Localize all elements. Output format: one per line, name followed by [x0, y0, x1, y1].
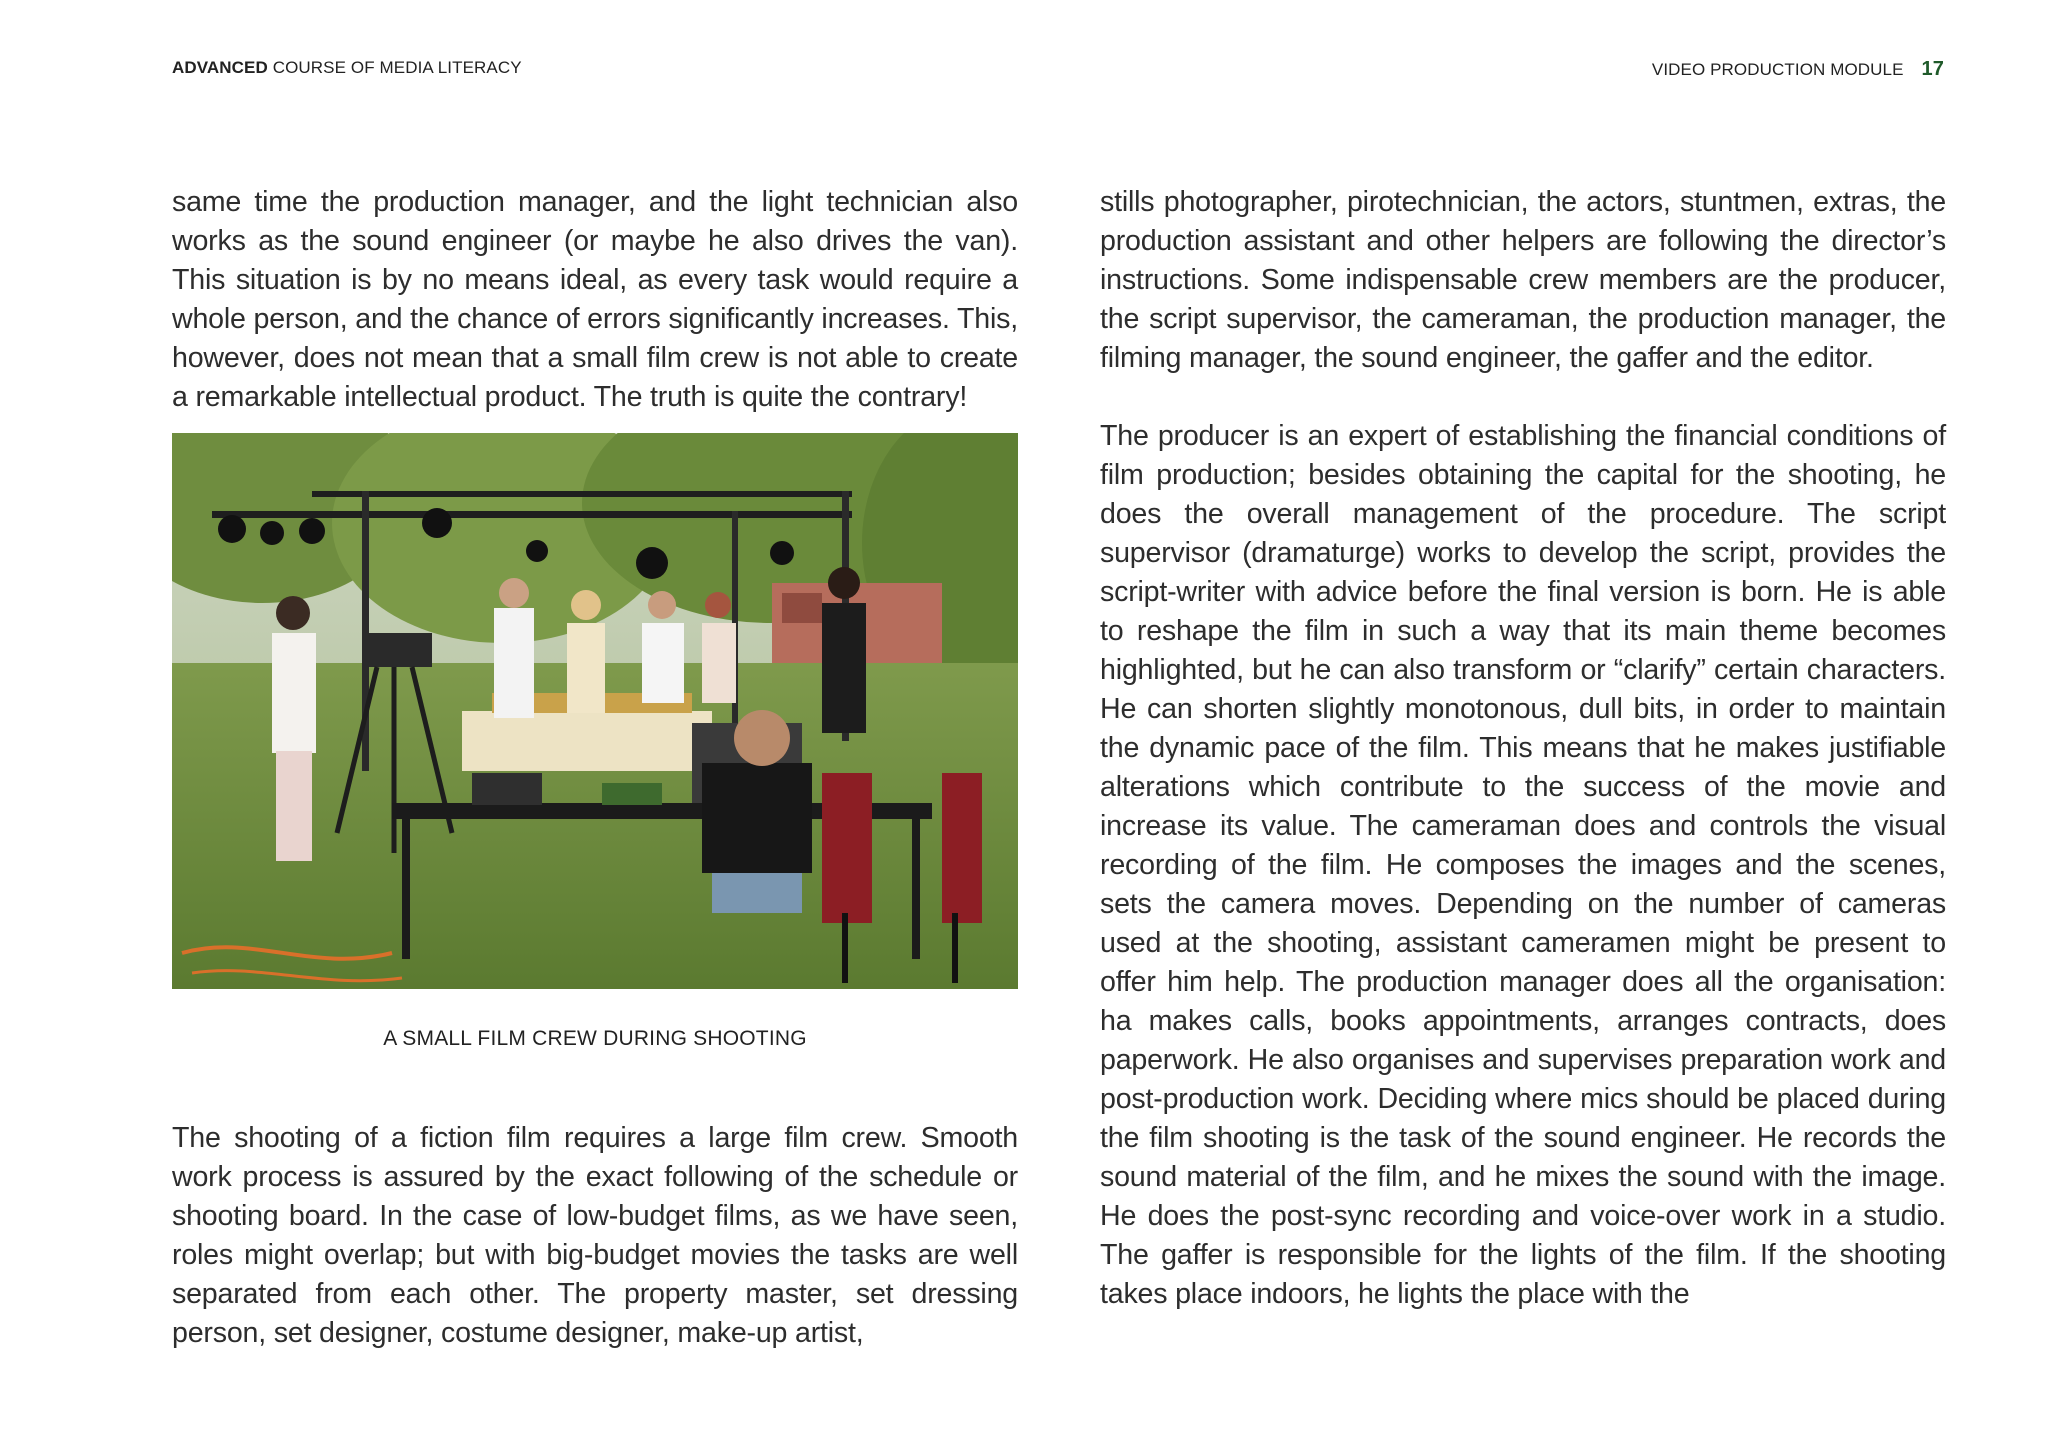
photo-caption: A SMALL FILM CREW DURING SHOOTING: [383, 1027, 807, 1050]
running-head-left: [172, 58, 522, 78]
right-column: [1100, 183, 1946, 1314]
page-header: [172, 58, 1944, 82]
right-paragraph-2: The producer is an expert of establishing the financial conditions of film production; besides obtaining the capital for the shooting, he does the overall management of the procedure. The script supervisor (dramaturge) works to develop the script, provides the script-writer with advice before the final version is born. He is able to reshape the film in such a way that its main theme becomes highlighted, but he can also transform or “clarify” certain characters. He can shorten slightly monotonous, dull bits, in order to maintain the dynamic pace of the film. This means that he makes justifiable alterations which contribute to the success of the movie and increase its value. The cameraman does and controls the visual recording of the film. He composes the images and the scenes, sets the camera moves. Depending on the number of cameras used at the shooting, assistant cameramen might be present to offer him help. The production manager does all the organisation: ha makes calls, books appointments, arranges contracts, does paperwork. He also organises and supervises preparation work and post-production work. Deciding where mics should be placed during the film shooting is the task of the sound engineer. He records the sound material of the film, and he mixes the sound with the image. He does the post-sync recording and voice-over work in a studio. The gaffer is responsible for the lights of the film. If the shooting takes place indoors, he lights the place with the: [1100, 420, 1946, 1310]
running-head-rest: COURSE OF MEDIA LITERACY: [267, 58, 522, 77]
left-paragraph-1: same time the production manager, and the light technician also works as the sound engineer (or maybe he also drives the van). This situation is by no means ideal, as every task would require a whole person, and the chance of errors significantly increases. This, however, does not mean that a small film crew is not able to create a remarkable intellectual product. The truth is quite the contrary!: [172, 186, 1018, 413]
left-paragraph-2: The shooting of a fiction film requires a large film crew. Smooth work process is assured by the exact following of the schedule or shooting board. In the case of low-budget films, as we have seen, roles might overlap; but with big-budget movies the tasks are well separated from each other. The property master, set dressing person, set designer, costume designer, make-up artist,: [172, 1122, 1018, 1349]
running-head-bold: ADVANCED: [172, 58, 268, 77]
page-number: 17: [1921, 58, 1944, 80]
module-label: VIDEO PRODUCTION MODULE: [1651, 60, 1904, 79]
right-paragraph-1: stills photographer, pirotechnician, the actors, stuntmen, extras, the production assistant and other helpers are following the director’s instructions. Some indispensable crew members are the producer, the script supervisor, the cameraman, the production manager, the filming manager, the sound engineer, the gaffer and the editor.: [1100, 186, 1946, 374]
film-crew-photo: [172, 433, 1018, 989]
running-head-right: [1652, 58, 1944, 81]
left-column: [172, 183, 1018, 1353]
